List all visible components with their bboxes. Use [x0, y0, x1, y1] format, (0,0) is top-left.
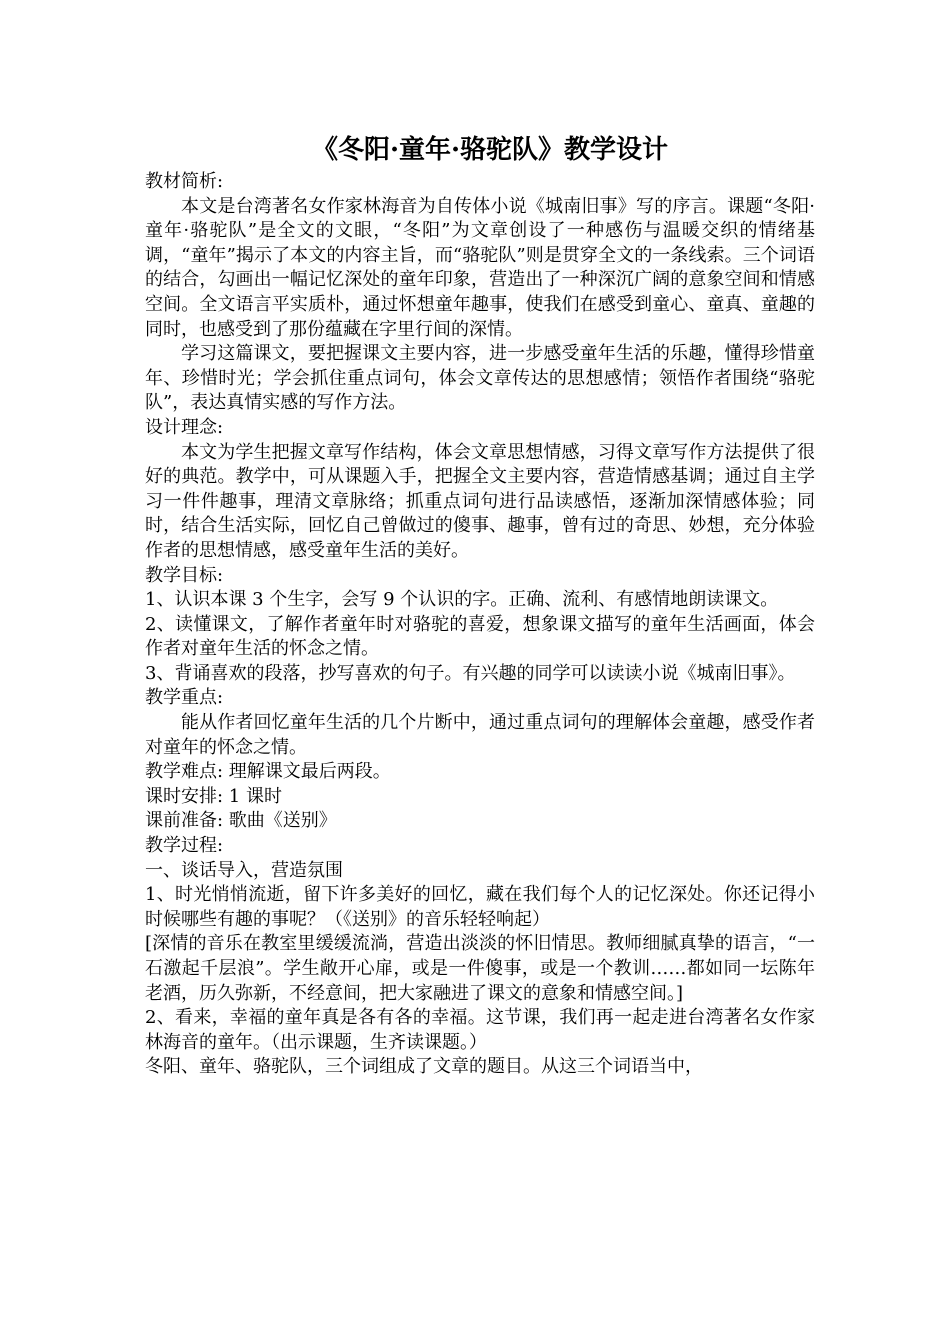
paragraph: 2、看来，幸福的童年真是各有各的幸福。这节课，我们再一起走进台湾著名女作家林海音的童年。（出示课题，生齐读课题。） [145, 1007, 815, 1053]
paragraph: 教材简析: [145, 171, 224, 192]
paragraph: 学习这篇课文，要把握课文主要内容，进一步感受童年生活的乐趣，懂得珍惜童年、珍惜时光；学会抓住重点词句，体会文章传达的思想感情；领悟作者围绕“骆驼队”，表达真情实感的写作方法。 [145, 343, 815, 414]
paragraph: 教学目标: [145, 564, 224, 586]
paragraph: 课时安排: 1 课时 [145, 785, 282, 807]
paragraph: 课前准备: 歌曲《送别》 [145, 810, 337, 832]
paragraph: 能从作者回忆童年生活的几个片断中，通过重点词句的理解体会童趣，感受作者对童年的怀念之情。 [145, 712, 815, 758]
paragraph: [深情的音乐在教室里缓缓流淌，营造出淡淡的怀旧情思。教师细腻真挚的语言，“一石激起千层浪”。学生敞开心扉，或是一件傻事，或是一个教训……都如同一坛陈年老酒，历久弥新，不经意间，把大家融进了课文的意象和情感空间。] [145, 933, 815, 1004]
paragraph: 2、读懂课文，了解作者童年时对骆驼的喜爱，想象课文描写的童年生活画面，体会作者对童年生活的怀念之情。 [145, 613, 815, 660]
document-page [145, 132, 815, 1080]
paragraph: 一、谈话导入，营造氛围 [145, 859, 343, 881]
paragraph: 3、背诵喜欢的段落，抄写喜欢的句子。有兴趣的同学可以读读小说《城南旧事》。 [145, 662, 796, 684]
paragraph: 教学难点: 理解课文最后两段。 [145, 761, 391, 783]
paragraph: 1、时光悄悄流逝，留下许多美好的回忆，藏在我们每个人的记忆深处。你还记得小时候哪些有趣的事呢？（《送别》的音乐轻轻响起） [145, 884, 815, 930]
paragraph: 冬阳、童年、骆驼队，三个词组成了文章的题目。从这三个词语当中， [145, 1056, 703, 1078]
paragraph: 本文为学生把握文章写作结构，体会文章思想情感，习得文章写作方法提供了很好的典范。教学中，可从课题入手，把握全文主要内容，营造情感基调；通过自主学习一件件趣事，理清文章脉络；抓重点词句进行品读感悟，逐渐加深情感体验；同时，结合生活实际，回忆自己曾做过的傻事、趣事，曾有过的奇思、妙想，充分体验作者的思想情感，感受童年生活的美好。 [145, 441, 815, 561]
document-title: 《冬阳·童年·骆驼队》教学设计 [311, 135, 669, 165]
paragraph: 1、认识本课 3 个生字，会写 9 个认识的字。正确、流利、有感情地朗读课文。 [145, 589, 779, 611]
document-body [145, 170, 815, 1080]
paragraph: 本文是台湾著名女作家林海音为自传体小说《城南旧事》写的序言。课题“冬阳·童年·骆驼队”是全文的文眼，“冬阳”为文章创设了一种感伤与温暖交织的情绪基调，“童年”揭示了本文的内容主旨，而“骆驼队”则是贯穿全文的一条线索。三个词语的结合，勾画出一幅记忆深处的童年印象，营造出了一种深沉广阔的意象空间和情感空间。全文语言平实质朴，通过怀想童年趣事，使我们在感受到童心、童真、童趣的同时，也感受到了那份蕴藏在字里行间的深情。 [145, 195, 815, 340]
paragraph: 设计理念: [145, 416, 224, 438]
paragraph: 教学重点: [145, 687, 224, 709]
paragraph: 教学过程: [145, 835, 224, 857]
